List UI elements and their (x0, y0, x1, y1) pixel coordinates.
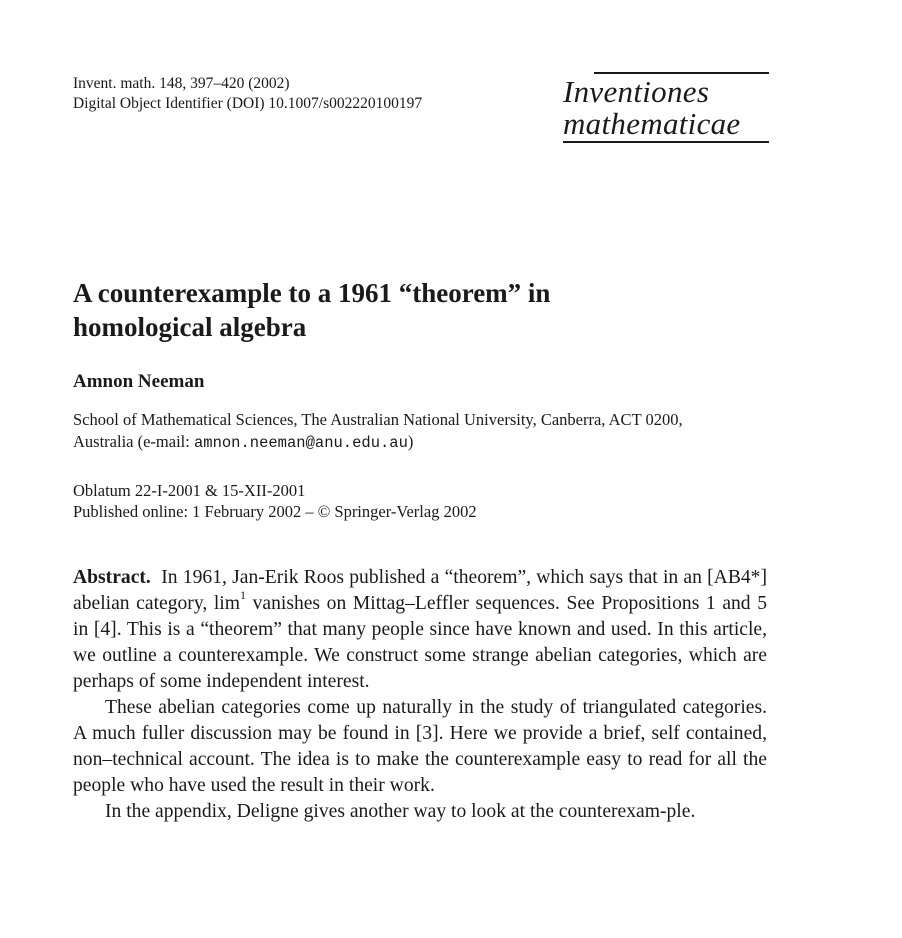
abstract-p1-text-a: In 1961, Jan-Erik Roos published a “theorem”, which says that in an [AB4*] abelian category, lim (73, 567, 768, 614)
publication-dates (73, 480, 477, 522)
abstract (73, 565, 767, 825)
affiliation-suffix: ) (407, 432, 414, 451)
logo-word-mathematicae: mathematicae (563, 108, 769, 143)
abstract-label: Abstract. (73, 567, 151, 588)
logo-word-inventiones: Inventiones (563, 74, 710, 109)
affiliation (73, 409, 793, 454)
journal-logo (563, 72, 769, 143)
lim-superscript: 1 (239, 588, 246, 603)
journal-header (73, 74, 422, 114)
journal-reference: Invent. math. 148, 397–420 (2002) (73, 75, 290, 92)
abstract-paragraph-1 (73, 565, 767, 695)
oblatum-date: Oblatum 22-I-2001 & 15-XII-2001 (73, 481, 306, 500)
affiliation-line-1: School of Mathematical Sciences, The Australian National University, Canberra, ACT 0200, (73, 410, 683, 429)
author-name: Amnon Neeman (73, 371, 205, 392)
paper-title (73, 276, 773, 344)
doi-line: Digital Object Identifier (DOI) 10.1007/s002220100197 (73, 95, 423, 112)
title-line-1: A counterexample to a 1961 “theorem” in (73, 278, 551, 308)
abstract-p1-text-b: vanishes on Mittag–Leffler sequences. See Propositions 1 and 5 in [4]. This is a “theorem” that many people since have known and used. In this article, we outline a counterexample. We construct some strange abelian categories, which are perhaps of some independent interest. (73, 593, 768, 692)
published-online: Published online: 1 February 2002 – © Springer-Verlag 2002 (73, 502, 477, 521)
affiliation-prefix: Australia (e-mail: (73, 432, 194, 451)
email-address[interactable]: amnon.neeman@anu.edu.au (193, 434, 408, 452)
affiliation-line-2 (73, 431, 793, 454)
title-line-2: homological algebra (73, 312, 307, 342)
abstract-paragraph-2: These abelian categories come up naturally in the study of triangulated categories. A much fuller discussion may be found in [3]. Here we provide a brief, self contained, non–technical account. The idea is to make the counterexample easy to read for all the people who have used the result in their work. (73, 697, 767, 796)
abstract-paragraph-3: In the appendix, Deligne gives another way to look at the counterexam-ple. (105, 801, 696, 822)
